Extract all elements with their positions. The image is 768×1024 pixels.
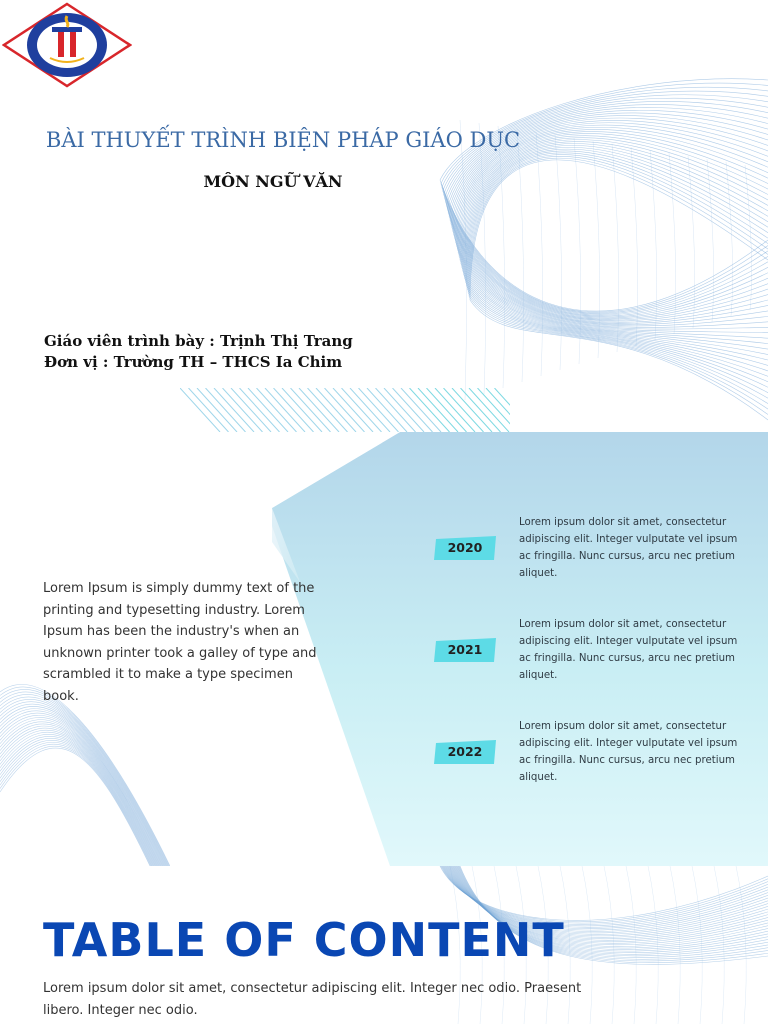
table-of-content-slide <box>0 866 768 1024</box>
toc-body-text: Lorem ipsum dolor sit amet, consectetur adipiscing elit. Integer nec odio. Praesent libero. Integer nec odio. <box>43 981 582 1018</box>
unit-line: Đơn vị : Trường TH – THCS Ia Chim <box>44 353 343 371</box>
year-label: 2020 <box>447 540 483 555</box>
year-label: 2021 <box>447 642 483 657</box>
toc-heading: TABLE OF CONTENT <box>43 913 565 967</box>
subject-subtitle: MÔN NGỮ VĂN <box>203 172 343 191</box>
presentation-title: BÀI THUYẾT TRÌNH BIỆN PHÁP GIÁO DỤC <box>45 128 521 152</box>
year-label: 2022 <box>447 744 483 759</box>
timeline-slide <box>0 432 768 866</box>
year-badge-2021 <box>434 638 496 662</box>
timeline-description: Lorem ipsum dolor sit amet, consectetur adipiscing elit. Integer vulputate vel ipsum ac fringilla. Nunc cursus, arcu nec pretium aliquet. <box>519 721 738 783</box>
body-paragraph: Lorem Ipsum is simply dummy text of the printing and typesetting industry. Lorem Ipsum has been the industry's when an unknown printer took a galley of type and scrambled it to make a type specimen book. <box>43 581 317 704</box>
decorative-wave-mesh <box>430 60 768 432</box>
timeline-description: Lorem ipsum dolor sit amet, consectetur adipiscing elit. Integer vulputate vel ipsum ac fringilla. Nunc cursus, arcu nec pretium aliquet. <box>519 517 738 579</box>
title-slide <box>0 0 768 432</box>
presenter-line: Giáo viên trình bày : Trịnh Thị Trang <box>44 332 353 350</box>
timeline-description: Lorem ipsum dolor sit amet, consectetur adipiscing elit. Integer vulputate vel ipsum ac fringilla. Nunc cursus, arcu nec pretium aliquet. <box>519 619 738 681</box>
year-badge-2022 <box>434 740 496 764</box>
decorative-stripes <box>180 388 510 432</box>
year-badge-2020 <box>434 536 496 560</box>
school-logo <box>2 2 132 88</box>
